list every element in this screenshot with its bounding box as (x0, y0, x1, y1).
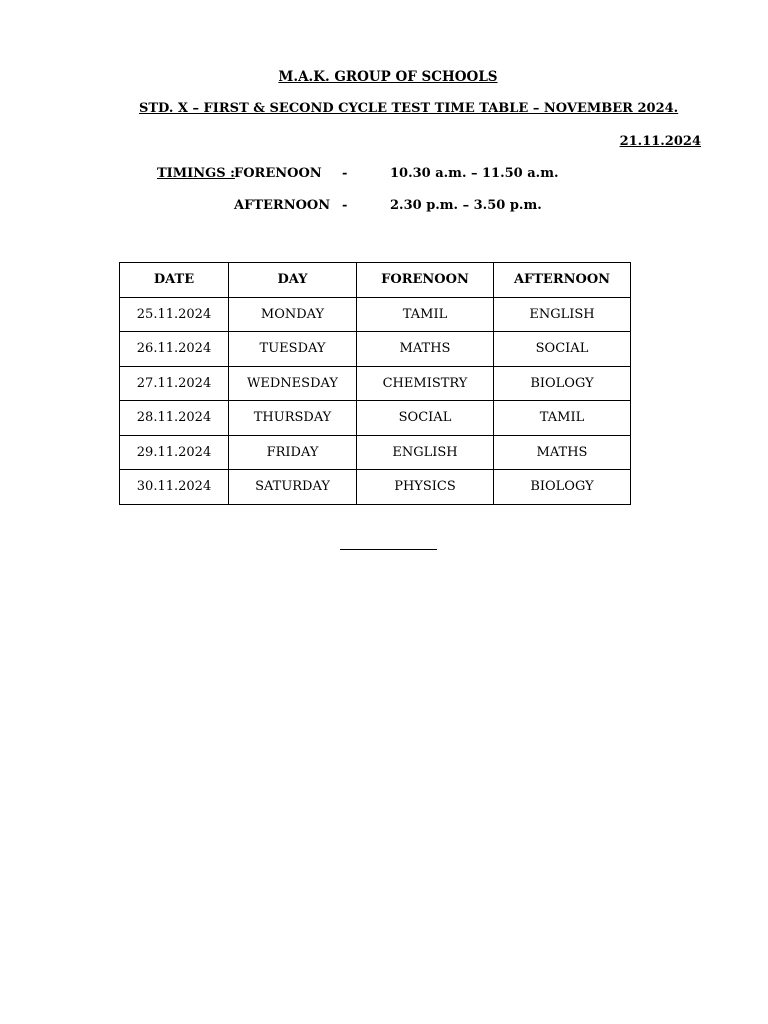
cell-forenoon-subject: CHEMISTRY (357, 366, 494, 401)
afternoon-session-label: AFTERNOON (234, 198, 331, 213)
table-row (120, 435, 631, 470)
cell-day: MONDAY (229, 297, 357, 332)
table-header-row (120, 263, 631, 298)
column-header-forenoon: FORENOON (357, 263, 494, 298)
timings-label: TIMINGS : (157, 166, 235, 181)
document-subtitle: STD. X – FIRST & SECOND CYCLE TEST TIME TABLE – NOVEMBER 2024. (139, 101, 679, 116)
cell-date: 29.11.2024 (120, 435, 229, 470)
cell-afternoon-subject: BIOLOGY (494, 470, 631, 505)
cell-forenoon-subject: ENGLISH (357, 435, 494, 470)
afternoon-time: 2.30 p.m. – 3.50 p.m. (390, 198, 542, 213)
cell-day: TUESDAY (229, 332, 357, 367)
cell-day: WEDNESDAY (229, 366, 357, 401)
afternoon-dash: - (342, 198, 348, 213)
cell-forenoon-subject: SOCIAL (357, 401, 494, 436)
column-header-date: DATE (120, 263, 229, 298)
cell-date: 30.11.2024 (120, 470, 229, 505)
forenoon-time: 10.30 a.m. – 11.50 a.m. (390, 166, 559, 181)
cell-date: 28.11.2024 (120, 401, 229, 436)
cell-date: 27.11.2024 (120, 366, 229, 401)
table-row (120, 366, 631, 401)
cell-forenoon-subject: MATHS (357, 332, 494, 367)
table-row (120, 332, 631, 367)
table-row (120, 297, 631, 332)
cell-date: 25.11.2024 (120, 297, 229, 332)
cell-afternoon-subject: ENGLISH (494, 297, 631, 332)
cell-forenoon-subject: TAMIL (357, 297, 494, 332)
cell-day: FRIDAY (229, 435, 357, 470)
table-row (120, 470, 631, 505)
cell-afternoon-subject: BIOLOGY (494, 366, 631, 401)
timetable (119, 262, 631, 505)
cell-date: 26.11.2024 (120, 332, 229, 367)
cell-afternoon-subject: MATHS (494, 435, 631, 470)
forenoon-session-label: FORENOON (234, 166, 322, 181)
forenoon-dash: - (342, 166, 348, 181)
page-title: M.A.K. GROUP OF SCHOOLS (278, 69, 498, 85)
cell-day: SATURDAY (229, 470, 357, 505)
cell-afternoon-subject: TAMIL (494, 401, 631, 436)
issue-date: 21.11.2024 (619, 134, 701, 149)
table-row (120, 401, 631, 436)
end-divider (340, 549, 437, 550)
column-header-day: DAY (229, 263, 357, 298)
cell-afternoon-subject: SOCIAL (494, 332, 631, 367)
column-header-afternoon: AFTERNOON (494, 263, 631, 298)
cell-forenoon-subject: PHYSICS (357, 470, 494, 505)
cell-day: THURSDAY (229, 401, 357, 436)
